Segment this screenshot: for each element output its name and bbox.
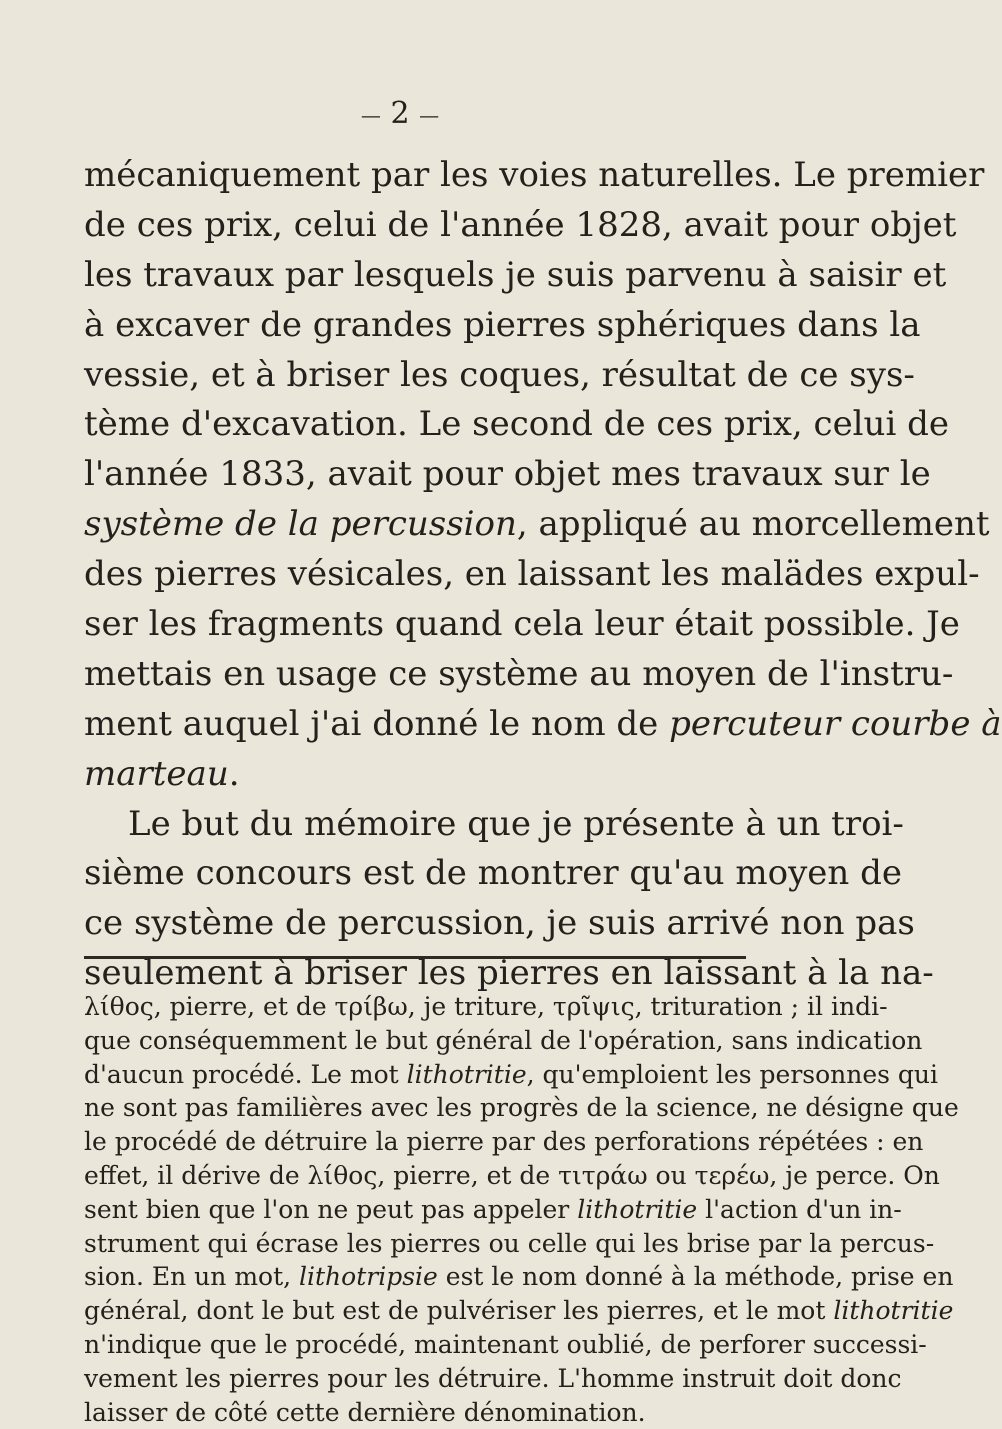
footnote-line bbox=[84, 1193, 902, 1227]
paragraph-line bbox=[84, 500, 990, 550]
text-run: sième concours est de montrer qu'au moyen de bbox=[84, 853, 902, 894]
italic-phrase: lithotritie bbox=[833, 1296, 954, 1326]
text-run: d'aucun procédé. Le mot bbox=[84, 1059, 407, 1089]
text-run: les travaux par lesquels je suis parvenu à saisir et bbox=[84, 254, 947, 295]
text-run: à excaver de grandes pierres sphériques dans la bbox=[84, 304, 921, 345]
text-run: des pierres vésicales, en laissant les malädes expul- bbox=[84, 554, 980, 595]
text-run: est le nom donné à la méthode, prise en bbox=[437, 1262, 954, 1292]
paragraph-line bbox=[84, 750, 744, 800]
text-run: effet, il dérive de λίθος, pierre, et de τιτράω ou τερέω, je perce. On bbox=[84, 1160, 940, 1190]
paragraph-line bbox=[84, 899, 915, 949]
footnote-line bbox=[84, 1227, 935, 1261]
paragraph-line bbox=[84, 151, 985, 201]
text-run: ne sont pas familières avec les progrès de la science, ne désigne que bbox=[84, 1093, 959, 1123]
footnote-line bbox=[84, 1260, 954, 1294]
text-run: sion. En un mot, bbox=[84, 1262, 300, 1292]
paragraph-line bbox=[84, 700, 1002, 750]
paragraph-line bbox=[84, 251, 947, 301]
text-run: que conséquemment le but général de l'opération, sans indication bbox=[84, 1025, 923, 1055]
paragraph-line bbox=[84, 301, 921, 351]
italic-phrase: marteau bbox=[84, 753, 229, 794]
paragraph-line bbox=[84, 201, 957, 251]
text-run: sent bien que l'on ne peut pas appeler bbox=[84, 1194, 578, 1224]
italic-phrase: lithotritie bbox=[406, 1059, 527, 1089]
paragraph-line bbox=[84, 650, 954, 700]
text-run: l'année 1833, avait pour objet mes travaux sur le bbox=[84, 454, 931, 495]
text-run: ment auquel j'ai donné le nom de bbox=[84, 703, 670, 744]
text-run: , qu'emploient les personnes qui bbox=[526, 1059, 939, 1089]
italic-phrase: lithotripsie bbox=[299, 1262, 438, 1292]
paragraph-line bbox=[84, 600, 960, 650]
folio-number: 2 bbox=[390, 96, 410, 131]
text-run: strument qui écrase les pierres ou celle qui les brise par la percus- bbox=[84, 1228, 935, 1258]
footnote-line bbox=[84, 1159, 940, 1193]
main-text-block bbox=[84, 151, 1002, 999]
text-run: l'action d'un in- bbox=[697, 1194, 902, 1224]
text-run: Le but du mémoire que je présente à un troi- bbox=[128, 803, 904, 844]
text-run: ser les fragments quand cela leur était possible. Je bbox=[84, 604, 960, 645]
footnote-rule bbox=[84, 956, 746, 959]
paragraph-line bbox=[84, 400, 950, 450]
folio-dash-right: — bbox=[419, 103, 440, 127]
text-run: le procédé de détruire la pierre par des perforations répétées : en bbox=[84, 1127, 924, 1157]
text-run: laisser de côté cette dernière dénomination. bbox=[84, 1397, 646, 1427]
text-run: λίθος, pierre, et de τρίβω, je triture, τρῖψις, trituration ; il indi- bbox=[84, 992, 888, 1021]
paragraph-line bbox=[84, 800, 904, 850]
footnote-line bbox=[84, 1125, 924, 1159]
paragraph-line bbox=[84, 450, 931, 500]
text-run: ce système de percussion, je suis arrivé non pas bbox=[84, 903, 915, 944]
footnote-line bbox=[84, 1362, 902, 1396]
text-run: mettais en usage ce système au moyen de l'instru- bbox=[84, 653, 954, 694]
footnote-line bbox=[84, 1091, 959, 1125]
text-run: vement les pierres pour les détruire. L'homme instruit doit donc bbox=[84, 1363, 902, 1393]
italic-phrase: système de la percussion bbox=[84, 504, 517, 545]
text-run: n'indique que le procédé, maintenant oublié, de perforer successi- bbox=[84, 1329, 927, 1359]
paragraph-line bbox=[84, 550, 980, 600]
text-run: seulement à briser les pierres en laissant à la na- bbox=[84, 953, 934, 994]
footnote-line bbox=[84, 990, 888, 1024]
italic-phrase: percuteur courbe à bbox=[669, 703, 1002, 744]
footnote-line bbox=[84, 1328, 927, 1362]
text-run: vessie, et à briser les coques, résultat de ce sys- bbox=[84, 354, 915, 395]
footnote-line bbox=[84, 1024, 923, 1058]
paragraph-line bbox=[84, 849, 902, 899]
footnote-line bbox=[84, 1396, 746, 1429]
footnote-text-block bbox=[84, 990, 959, 1429]
text-run: , appliqué au morcellement bbox=[516, 504, 990, 545]
italic-phrase: lithotritie bbox=[577, 1194, 698, 1224]
footnote-line bbox=[84, 1294, 954, 1328]
footnote-line bbox=[84, 1058, 939, 1092]
folio-dash-left: — bbox=[360, 103, 381, 127]
text-run: tème d'excavation. Le second de ces prix, celui de bbox=[84, 404, 950, 445]
text-run: . bbox=[228, 753, 240, 794]
text-run: mécaniquement par les voies naturelles. Le premier bbox=[84, 155, 985, 195]
paragraph-line bbox=[84, 351, 915, 401]
text-run: général, dont le but est de pulvériser les pierres, et le mot bbox=[84, 1296, 834, 1326]
page-number bbox=[0, 94, 800, 135]
text-run: de ces prix, celui de l'année 1828, avait pour objet bbox=[84, 204, 957, 245]
